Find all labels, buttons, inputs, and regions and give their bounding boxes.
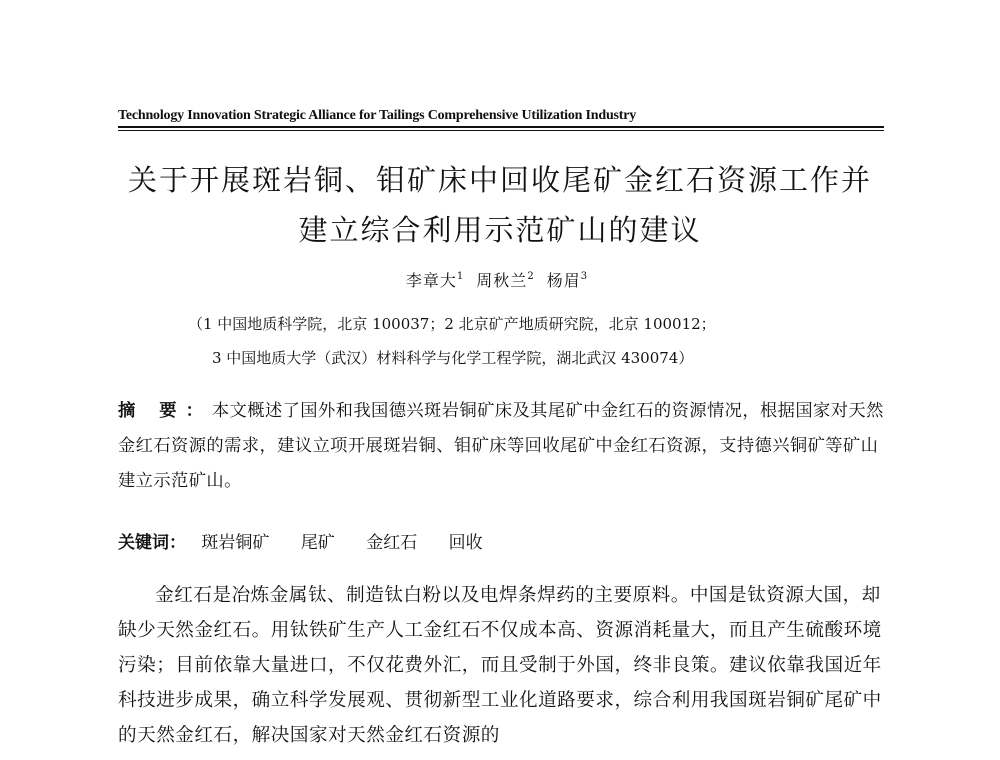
author-name: 李章大: [405, 271, 457, 290]
running-header: Technology Innovation Strategic Alliance for Tailings Comprehensive Utilization Industry: [118, 108, 637, 123]
title-line-1: 关于开展斑岩铜、钼矿床中回收尾矿金红石资源工作并: [127, 163, 872, 197]
title-line-2: 建立综合利用示范矿山的建议: [298, 213, 702, 247]
author-list: [300, 268, 700, 291]
keyword: 斑岩铜矿: [201, 533, 270, 553]
author-name: 杨眉: [546, 271, 581, 290]
body-paragraph: 金红石是冶炼金属钛、制造钛白粉以及电焊条焊药的主要原料。中国是钛资源大国，却缺少天然金红石。用钛铁矿生产人工金红石不仅成本高、资源消耗量大，而且产生硫酸环境污染；目前依靠大量进口，不仅花费外汇，而且受制于外国，终非良策。建议依靠我国近年科技进步成果，确立科学发展观、贯彻新型工业化道路要求，综合利用我国斑岩铜矿尾矿中的天然金红石，解决国家对天然金红石资源的: [118, 585, 882, 746]
author-name: 周秋兰: [476, 271, 528, 290]
abstract: [118, 394, 884, 499]
keywords-label: 关键词：: [118, 533, 186, 553]
header-rule-thick: [118, 126, 884, 128]
abstract-text: 本文概述了国外和我国德兴斑岩铜矿床及其尾矿中金红石的资源情况，根据国家对天然金红石资源的需求，建议立项开展斑岩铜、钼矿床等回收尾矿中金红石资源，支持德兴铜矿等矿山建立示范矿山。: [118, 401, 884, 491]
author-affiliation-mark: 2: [527, 271, 535, 282]
author-affiliation-mark: 3: [580, 271, 589, 282]
header-rule-thin: [118, 130, 884, 131]
author-affiliation-mark: 1: [456, 271, 465, 282]
keyword: 回收: [448, 533, 483, 553]
affiliation-line-2: 3 中国地质大学（武汉）材料科学与化学工程学院，湖北武汉 430074）: [212, 349, 694, 367]
keywords: [118, 528, 509, 553]
keyword: 金红石: [366, 533, 418, 553]
abstract-label: 摘 要：: [118, 401, 212, 421]
affiliation-line-1: （1 中国地质科学院，北京 100037；2 北京矿产地质研究院，北京 100012；: [188, 315, 716, 333]
keyword: 尾矿: [300, 533, 335, 553]
